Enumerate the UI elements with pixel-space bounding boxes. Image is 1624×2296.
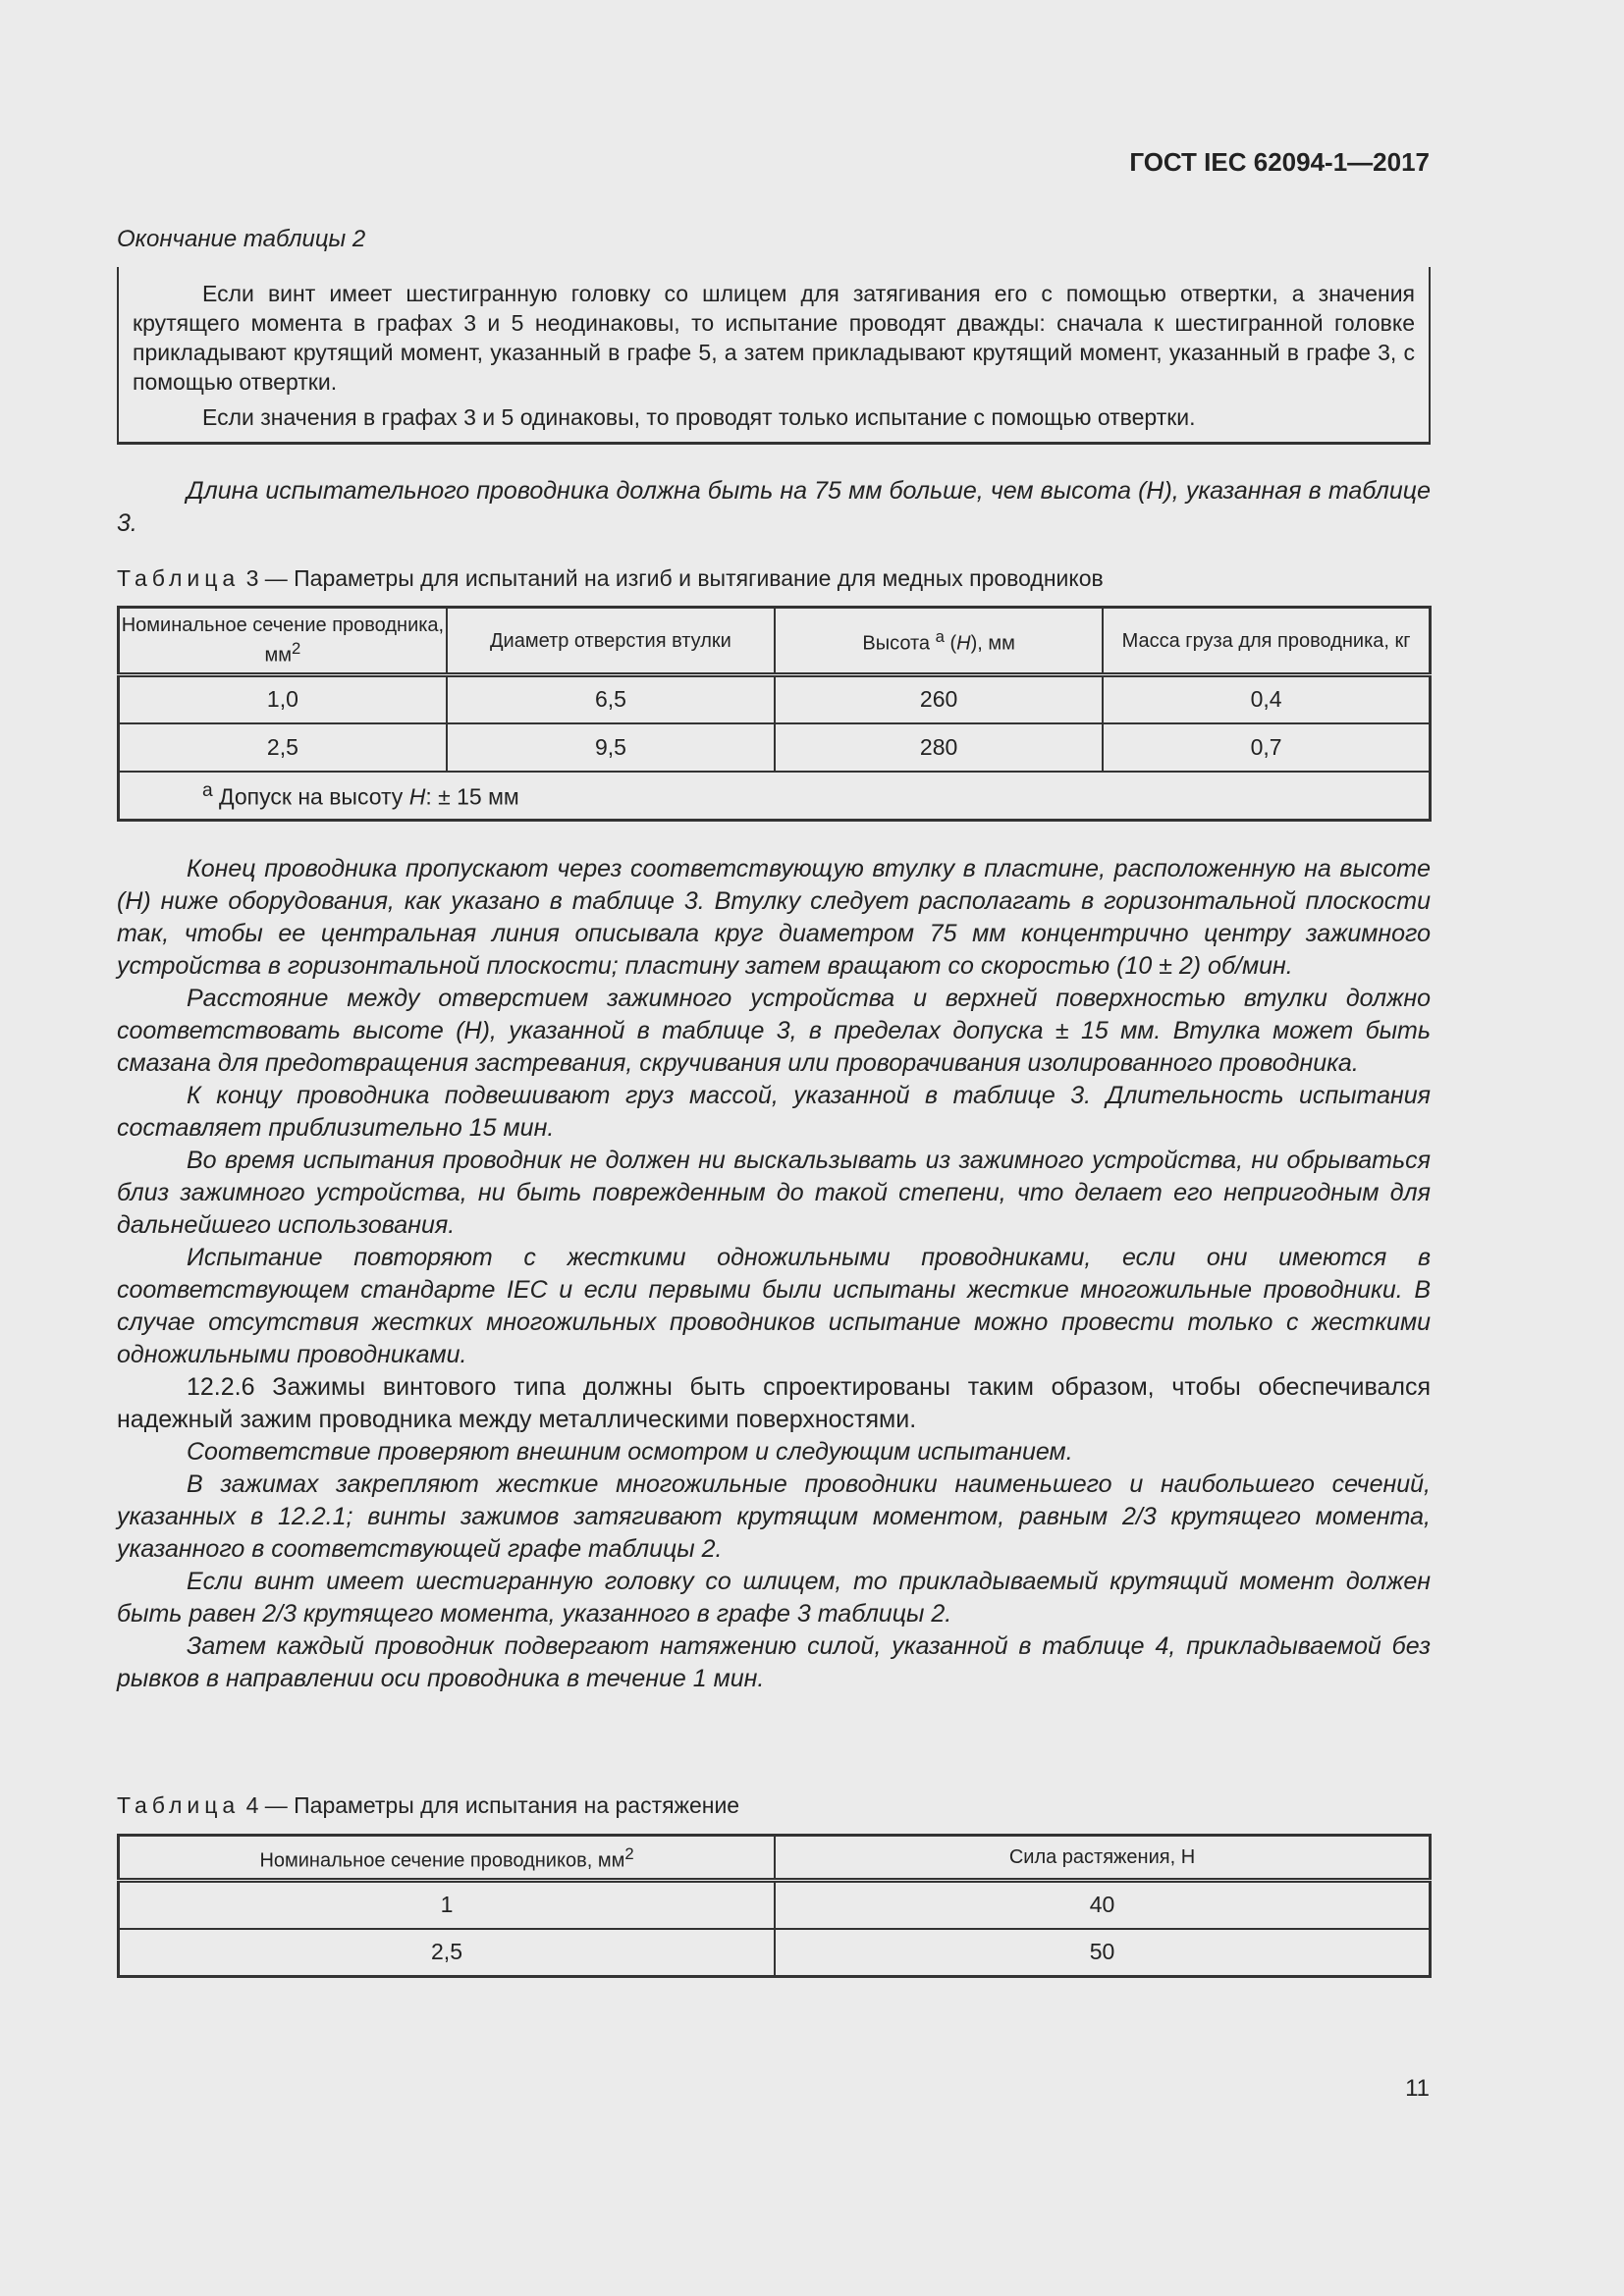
table3-label: Таблица — [117, 565, 241, 591]
standard-header: ГОСТ IEC 62094-1—2017 — [1129, 147, 1430, 177]
table-cell: 0,7 — [1103, 723, 1430, 772]
table2-end-caption: Окончание таблицы 2 — [117, 226, 366, 252]
table3-footnote-row — [119, 772, 1431, 821]
table-cell: 40 — [775, 1881, 1430, 1929]
table-row — [119, 723, 1431, 772]
table-cell: 50 — [775, 1929, 1430, 1977]
table4-header-section: Номинальное сечение проводников, $мм^2$ — [119, 1836, 776, 1881]
table-cell: 9,5 — [447, 723, 775, 772]
body-paragraph: Соответствие проверяют внешним осмотром и следующим испытанием. — [187, 1438, 1073, 1466]
body-paragraph: Затем каждый проводник подвергают натяжению силой, указанной в таблице 4, прикладываемой без рывков в направлении оси проводника в течение 1 мин. — [117, 1632, 1431, 1692]
body-paragraph: Расстояние между отверстием зажимного устройства и верхней поверхностью втулки должно соответствовать высоте (H), указанной в таблице 3, в пределах допуска ± 15 мм. Втулка может быть смазана для предотвращения застревания, скручивания или проворачивания изолированного проводника. — [117, 985, 1431, 1077]
table4 — [117, 1834, 1432, 1978]
table3-header-mass: Масса груза для проводника, кг — [1103, 608, 1430, 675]
body-text — [117, 853, 1431, 1695]
table-cell: 1,0 — [119, 675, 447, 723]
table-cell: 2,5 — [119, 723, 447, 772]
table3-title — [117, 565, 1104, 592]
table4-header-force: Сила растяжения, Н — [775, 1836, 1430, 1881]
page-number: 11 — [1405, 2075, 1430, 2102]
table3-header-height: Высота $^a$ (H), мм — [775, 608, 1103, 675]
table3-header-section: Номинальное сечение проводника, $мм^2$ — [119, 608, 447, 675]
intro-text — [117, 475, 1431, 540]
table3-footnote: $^a$ Допуск на высоту H: ± 15 мм — [119, 772, 1431, 821]
table-cell: 2,5 — [119, 1929, 776, 1977]
table-cell: 280 — [775, 723, 1103, 772]
table4-title-text: 4 — Параметры для испытания на растяжение — [245, 1792, 740, 1818]
table-row — [119, 675, 1431, 723]
table4-label: Таблица — [117, 1792, 241, 1818]
table3-title-text: 3 — Параметры для испытаний на изгиб и вытягивание для медных проводников — [245, 565, 1104, 591]
table4-title — [117, 1792, 739, 1819]
body-paragraph: Испытание повторяют с жесткими одножильными проводниками, если они имеются в соответствующем стандарте IEC и если первыми были испытаны жесткие многожильные проводники. В случае отсутствия жестких многожильных проводников испытание можно провести только с жесткими одножильными проводниками. — [117, 1244, 1431, 1368]
table-cell: 0,4 — [1103, 675, 1430, 723]
table4-header-row — [119, 1836, 1431, 1881]
table-row — [119, 1929, 1431, 1977]
table-cell: 6,5 — [447, 675, 775, 723]
note-paragraph: Если значения в графах 3 и 5 одинаковы, то проводят только испытание с помощью отвертки. — [202, 404, 1196, 430]
table-row — [119, 1881, 1431, 1929]
body-paragraph: Если винт имеет шестигранную головку со шлицем, то прикладываемый крутящий момент должен быть равен 2/3 крутящего момента, указанного в графе 3 таблицы 2. — [117, 1568, 1431, 1628]
note-paragraph: Если винт имеет шестигранную головку со шлицем для затягивания его с помощью отвертки, а значения крутящего момента в графах 3 и 5 неодинаковы, то испытание проводят дважды: сначала к шестигранной головке прикладывают крутящий момент, указанный в графе 5, а затем прикладывают крутящий момент, указанный в графе 3, с помощью отвертки. — [133, 281, 1415, 395]
body-paragraph: Во время испытания проводник не должен ни выскальзывать из зажимного устройства, ни обрываться близ зажимного устройства, ни быть поврежденным до такой степени, что делает его непригодным для дальнейшего использования. — [117, 1147, 1431, 1239]
body-paragraph: Конец проводника пропускают через соответствующую втулку в пластине, расположенную на высоте (H) ниже оборудования, как указано в таблице 3. Втулку следует располагать в горизонтальной плоскости так, чтобы ее центральная линия описывала круг диаметром 75 мм концентрично центру зажимного устройства в горизонтальной плоскости; пластину затем вращают со скоростью (10 ± 2) об/мин. — [117, 855, 1431, 980]
table2-end-notes — [117, 267, 1431, 445]
table3 — [117, 606, 1432, 822]
table-cell: 1 — [119, 1881, 776, 1929]
table-cell: 260 — [775, 675, 1103, 723]
intro-paragraph: Длина испытательного проводника должна быть на 75 мм больше, чем высота (H), указанная в таблице 3. — [117, 477, 1431, 537]
table3-header-diameter: Диаметр отверстия втулки — [447, 608, 775, 675]
table3-header-row — [119, 608, 1431, 675]
clause-12-2-6: 12.2.6 Зажимы винтового типа должны быть спроектированы таким образом, чтобы обеспечивался надежный зажим проводника между металлическими поверхностями. — [117, 1373, 1431, 1433]
body-paragraph: В зажимах закрепляют жесткие многожильные проводники наименьшего и наибольшего сечений, указанных в 12.2.1; винты зажимов затягивают крутящим моментом, равным 2/3 крутящего момента, указанного в соответствующей графе таблицы 2. — [117, 1470, 1431, 1563]
body-paragraph: К концу проводника подвешивают груз массой, указанной в таблице 3. Длительность испытания составляет приблизительно 15 мин. — [117, 1082, 1431, 1142]
